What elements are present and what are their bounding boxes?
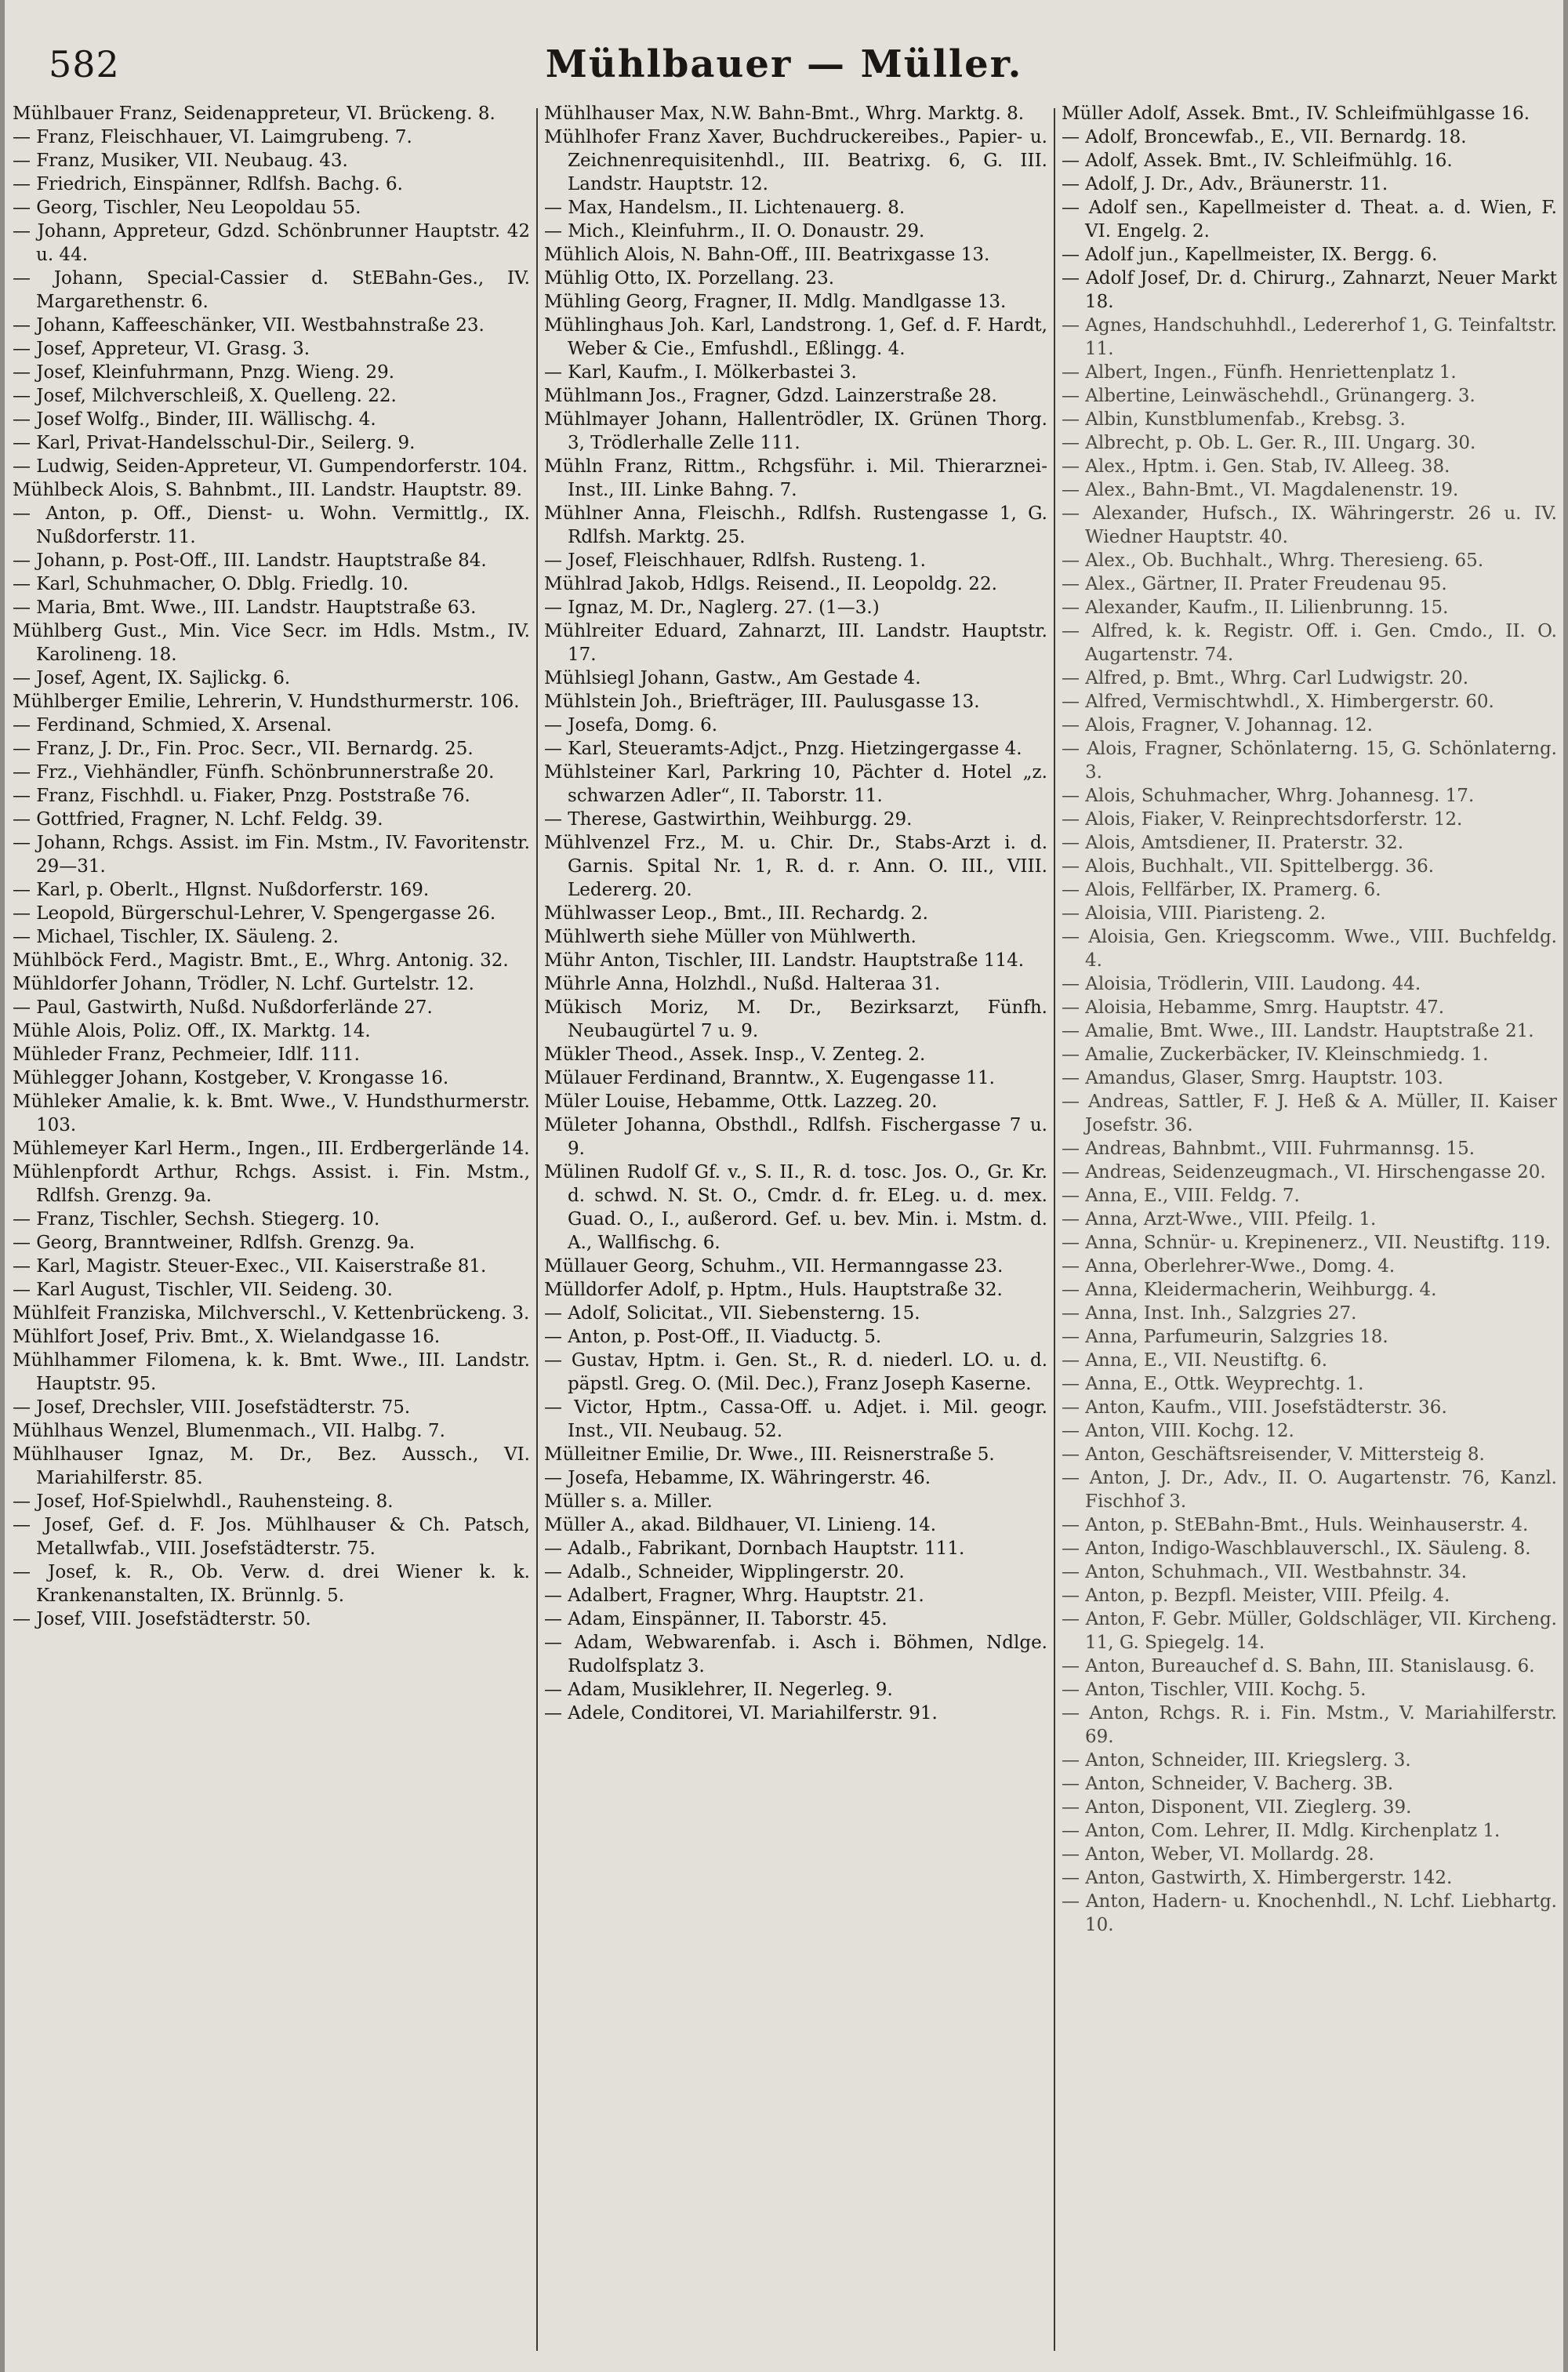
- directory-entry: — Anton, Schneider, V. Bacherg. 3B.: [1062, 1774, 1394, 1794]
- directory-entry: — Anton, Kaufm., VIII. Josefstädterstr. 36.: [1062, 1397, 1447, 1418]
- directory-entry: — Anna, Inst. Inh., Salzgries 27.: [1062, 1303, 1357, 1324]
- directory-entry: Mühleder Franz, Pechmeier, Idlf. 111.: [13, 1044, 360, 1065]
- directory-entry: Mühlhauser Ignaz, M. Dr., Bez. Aussch., VI. Mariahilferstr. 85.: [13, 1444, 530, 1488]
- directory-entry: — Alois, Fragner, V. Johannag. 12.: [1062, 715, 1373, 736]
- directory-entry: — Adolf sen., Kapellmeister d. Theat. a. d. Wien, F. VI. Engelg. 2.: [1062, 198, 1557, 242]
- directory-entry: Mühlwasser Leop., Bmt., III. Rechardg. 2.: [544, 903, 928, 924]
- directory-entry: — Adam, Einspänner, II. Taborstr. 45.: [544, 1609, 887, 1629]
- directory-entry: — Josef, Drechsler, VIII. Josefstädterstr. 75.: [13, 1397, 411, 1418]
- directory-entry: — Aloisia, Trödlerin, VIII. Laudong. 44.: [1062, 974, 1421, 994]
- directory-entry: — Johann, Appreteur, Gdzd. Schönbrunner Hauptstr. 42 u. 44.: [13, 221, 530, 265]
- running-head: Mühlbauer — Müller.: [545, 42, 1023, 86]
- directory-entry: — Anton, Gastwirth, X. Himbergerstr. 142.: [1062, 1868, 1453, 1888]
- directory-entry: — Alfred, p. Bmt., Whrg. Carl Ludwigstr. 20.: [1062, 668, 1469, 688]
- directory-entry: — Johann, p. Post-Off., III. Landstr. Hauptstraße 84.: [13, 550, 487, 571]
- directory-entry: — Adam, Musiklehrer, II. Negerleg. 9.: [544, 1680, 893, 1700]
- directory-entry: Mühln Franz, Rittm., Rchgsführ. i. Mil. Thierarznei-Inst., III. Linke Bahng. 7.: [544, 456, 1047, 500]
- directory-entry: — Adalbert, Fragner, Whrg. Hauptstr. 21.: [544, 1586, 924, 1606]
- directory-entry: — Johann, Special-Cassier d. StEBahn-Ges., IV. Margarethenstr. 6.: [13, 268, 530, 312]
- directory-entry: Mühlsteiner Karl, Parkring 10, Pächter d. Hotel „z. schwarzen Adler“, II. Taborstr. 11.: [544, 762, 1047, 806]
- directory-entry: Mühlner Anna, Fleischh., Rdlfsh. Rustengasse 1, G. Rdlfsh. Marktg. 25.: [544, 503, 1047, 547]
- directory-entry: — Franz, J. Dr., Fin. Proc. Secr., VII. Bernardg. 25.: [13, 739, 474, 759]
- directory-entry: — Karl, p. Oberlt., Hlgnst. Nußdorferstr. 169.: [13, 880, 430, 900]
- directory-entry: Mühlig Otto, IX. Porzellang. 23.: [544, 268, 835, 289]
- directory-entry: — Johann, Kaffeeschänker, VII. Westbahnstraße 23.: [13, 315, 485, 336]
- directory-entry: — Anna, Arzt-Wwe., VIII. Pfeilg. 1.: [1062, 1209, 1377, 1230]
- directory-page: [5, 0, 1563, 2372]
- directory-entry: — Karl, Steueramts-Adjct., Pnzg. Hietzingergasse 4.: [544, 739, 1022, 759]
- directory-entry: — Ferdinand, Schmied, X. Arsenal.: [13, 715, 332, 736]
- directory-entry: Mühlenpfordt Arthur, Rchgs. Assist. i. Fin. Mstm., Rdlfsh. Grenzg. 9a.: [13, 1162, 530, 1206]
- directory-entry: — Anton, F. Gebr. Müller, Goldschläger, VII. Kircheng. 11, G. Spiegelg. 14.: [1062, 1609, 1557, 1653]
- directory-entry: — Anna, Parfumeurin, Salzgries 18.: [1062, 1327, 1388, 1347]
- directory-entry: Müllauer Georg, Schuhm., VII. Hermanngasse 23.: [544, 1256, 1004, 1277]
- directory-entry: Mülauer Ferdinand, Branntw., X. Eugengasse 11.: [544, 1068, 995, 1088]
- directory-entry: Mühr Anton, Tischler, III. Landstr. Hauptstraße 114.: [544, 950, 1025, 971]
- directory-entry: Mülinen Rudolf Gf. v., S. II., R. d. tosc. Jos. O., Gr. Kr. d. schwd. N. St. O., Cmdr. d. fr. ELeg. u. d. mex. Guad. O., I., außerord. Gef. u. bev. Min. i. Mstm. d. A., Wallfischg. 6.: [544, 1162, 1047, 1253]
- directory-entry: — Alfred, Vermischtwhdl., X. Himbergerstr. 60.: [1062, 692, 1494, 712]
- directory-entry: Mühlhaus Wenzel, Blumenmach., VII. Halbg. 7.: [13, 1421, 445, 1441]
- column-divider: [536, 108, 538, 2351]
- directory-entry: — Anton, Indigo-Waschblauverschl., IX. Säuleng. 8.: [1062, 1538, 1531, 1559]
- directory-entry: — Alois, Schuhmacher, Whrg. Johannesg. 17.: [1062, 786, 1475, 806]
- directory-entry: — Franz, Fleischhauer, VI. Laimgrubeng. 7.: [13, 127, 412, 147]
- directory-entry: — Adolf Josef, Dr. d. Chirurg., Zahnarzt, Neuer Markt 18.: [1062, 268, 1557, 312]
- directory-entry: Mühling Georg, Fragner, II. Mdlg. Mandlgasse 13.: [544, 292, 1007, 312]
- directory-entry: — Anton, p. Post-Off., II. Viaductg. 5.: [544, 1327, 882, 1347]
- directory-entry: — Anton, Weber, VI. Mollardg. 28.: [1062, 1844, 1374, 1865]
- directory-entry: — Adam, Webwarenfab. i. Asch i. Böhmen, Ndlge. Rudolfsplatz 3.: [544, 1633, 1047, 1676]
- directory-entry: — Anton, p. Off., Dienst- u. Wohn. Vermittlg., IX. Nußdorferstr. 11.: [13, 503, 530, 547]
- directory-entry: — Adolf jun., Kapellmeister, IX. Bergg. 6.: [1062, 245, 1438, 265]
- directory-entry: — Josefa, Domg. 6.: [544, 715, 718, 736]
- directory-entry: — Anton, Com. Lehrer, II. Mdlg. Kirchenplatz 1.: [1062, 1821, 1501, 1841]
- directory-entry: Müler Louise, Hebamme, Ottk. Lazzeg. 20.: [544, 1092, 938, 1112]
- directory-entry: — Alexander, Hufsch., IX. Währingerstr. 26 u. IV. Wiedner Hauptstr. 40.: [1062, 503, 1557, 547]
- directory-entry: Mületer Johanna, Obsthdl., Rdlfsh. Fischergasse 7 u. 9.: [544, 1115, 1047, 1159]
- directory-entry: — Gustav, Hptm. i. Gen. St., R. d. niederl. LO. u. d. päpstl. Greg. O. (Mil. Dec.), Franz Joseph Kaserne.: [544, 1350, 1047, 1394]
- directory-entry: — Josefa, Hebamme, IX. Währingerstr. 46.: [544, 1468, 931, 1488]
- directory-entry: — Aloisia, Gen. Kriegscomm. Wwe., VIII. Buchfeldg. 4.: [1062, 927, 1557, 971]
- directory-entry: Müller Adolf, Assek. Bmt., IV. Schleifmühlgasse 16.: [1062, 104, 1530, 124]
- directory-entry: Mühlmayer Johann, Hallentrödler, IX. Grünen Thorg. 3, Trödlerhalle Zelle 111.: [544, 409, 1047, 453]
- directory-entry: — Paul, Gastwirth, Nußd. Nußdorferlände 27.: [13, 997, 433, 1018]
- directory-entry: Mühlberger Emilie, Lehrerin, V. Hundsthurmerstr. 106.: [13, 692, 520, 712]
- directory-entry: Mühlberg Gust., Min. Vice Secr. im Hdls. Mstm., IV. Karolineng. 18.: [13, 621, 530, 665]
- directory-entry: Mühldorfer Johann, Trödler, N. Lchf. Gurtelstr. 12.: [13, 974, 474, 994]
- directory-entry: Mühlhauser Max, N.W. Bahn-Bmt., Whrg. Marktg. 8.: [544, 104, 1025, 124]
- directory-entry: — Anna, E., VIII. Feldg. 7.: [1062, 1186, 1300, 1206]
- directory-entry: Mühlbauer Franz, Seidenappreteur, VI. Brückeng. 8.: [13, 104, 495, 124]
- directory-entry: — Anton, Schuhmach., VII. Westbahnstr. 34.: [1062, 1562, 1468, 1582]
- directory-entry: — Albrecht, p. Ob. L. Ger. R., III. Ungarg. 30.: [1062, 433, 1476, 453]
- directory-entry: — Aloisia, Hebamme, Smrg. Hauptstr. 47.: [1062, 997, 1445, 1018]
- directory-entry: — Aloisia, VIII. Piaristeng. 2.: [1062, 903, 1327, 924]
- directory-entry: — Anton, Rchgs. R. i. Fin. Mstm., V. Mariahilferstr. 69.: [1062, 1703, 1557, 1747]
- directory-entry: — Adalb., Fabrikant, Dornbach Hauptstr. 111.: [544, 1538, 965, 1559]
- column-2: [544, 102, 1047, 2360]
- directory-entry: — Alex., Ob. Buchhalt., Whrg. Theresieng. 65.: [1062, 550, 1484, 571]
- directory-entry: Müller s. a. Miller.: [544, 1491, 713, 1512]
- directory-entry: — Anna, E., VII. Neustiftg. 6.: [1062, 1350, 1328, 1371]
- directory-entry: — Anna, Kleidermacherin, Weihburgg. 4.: [1062, 1280, 1437, 1300]
- directory-entry: — Anton, Tischler, VIII. Kochg. 5.: [1062, 1680, 1367, 1700]
- directory-entry: — Alois, Fiaker, V. Reinprechtsdorferstr. 12.: [1062, 809, 1463, 830]
- directory-entry: — Adolf, J. Dr., Adv., Bräunerstr. 11.: [1062, 174, 1388, 194]
- directory-entry: — Andreas, Sattler, F. J. Heß & A. Müller, II. Kaiser Josefstr. 36.: [1062, 1092, 1557, 1135]
- directory-entry: — Alex., Bahn-Bmt., VI. Magdalenenstr. 19.: [1062, 480, 1459, 500]
- directory-entry: — Georg, Branntweiner, Rdlfsh. Grenzg. 9a.: [13, 1233, 416, 1253]
- directory-entry: — Adolf, Solicitat., VII. Siebensterng. 15.: [544, 1303, 920, 1324]
- directory-entry: — Anton, J. Dr., Adv., II. O. Augartenstr. 76, Kanzl. Fischhof 3.: [1062, 1468, 1557, 1512]
- directory-entry: — Karl, Kaufm., I. Mölkerbastei 3.: [544, 362, 857, 383]
- directory-entry: — Karl August, Tischler, VII. Seideng. 30.: [13, 1280, 393, 1300]
- directory-entry: — Anton, p. StEBahn-Bmt., Huls. Weinhauserstr. 4.: [1062, 1515, 1529, 1535]
- directory-entry: — Josef, Fleischhauer, Rdlfsh. Rusteng. 1.: [544, 550, 926, 571]
- directory-entry: Mühlvenzel Frz., M. u. Chir. Dr., Stabs-Arzt i. d. Garnis. Spital Nr. 1, R. d. r. Ann. O. III., VIII. Ledererg. 20.: [544, 833, 1047, 900]
- directory-entry: — Josef, Kleinfuhrmann, Pnzg. Wieng. 29.: [13, 362, 395, 383]
- directory-entry: — Josef, Agent, IX. Sajlickg. 6.: [13, 668, 291, 688]
- directory-entry: — Adalb., Schneider, Wipplingerstr. 20.: [544, 1562, 905, 1582]
- directory-entry: Mülldorfer Adolf, p. Hptm., Huls. Hauptstraße 32.: [544, 1280, 1003, 1300]
- directory-entry: — Alois, Fellfärber, IX. Pramerg. 6.: [1062, 880, 1381, 900]
- directory-entry: — Albert, Ingen., Fünfh. Henriettenplatz 1.: [1062, 362, 1457, 383]
- directory-entry: — Josef, VIII. Josefstädterstr. 50.: [13, 1609, 311, 1629]
- column-3: [1062, 102, 1557, 2360]
- directory-entry: — Alois, Amtsdiener, II. Praterstr. 32.: [1062, 833, 1404, 853]
- directory-entry: — Alfred, k. k. Registr. Off. i. Gen. Cmdo., II. O. Augartenstr. 74.: [1062, 621, 1557, 665]
- directory-entry: Mükisch Moriz, M. Dr., Bezirksarzt, Fünfh. Neubaugürtel 7 u. 9.: [544, 997, 1047, 1041]
- directory-entry: — Anton, p. Bezpfl. Meister, VIII. Pfeilg. 4.: [1062, 1586, 1450, 1606]
- directory-entry: Mükler Theod., Assek. Insp., V. Zenteg. 2.: [544, 1044, 926, 1065]
- directory-entry: — Karl, Privat-Handelsschul-Dir., Seilerg. 9.: [13, 433, 416, 453]
- directory-entry: — Karl, Magistr. Steuer-Exec., VII. Kaiserstraße 81.: [13, 1256, 487, 1277]
- directory-entry: — Michael, Tischler, IX. Säuleng. 2.: [13, 927, 339, 947]
- directory-entry: Mühlfort Josef, Priv. Bmt., X. Wielandgasse 16.: [13, 1327, 441, 1347]
- directory-entry: — Anton, Disponent, VII. Zieglerg. 39.: [1062, 1797, 1412, 1818]
- directory-entry: — Anna, Oberlehrer-Wwe., Domg. 4.: [1062, 1256, 1396, 1277]
- directory-entry: Mühlsiegl Johann, Gastw., Am Gestade 4.: [544, 668, 921, 688]
- directory-columns: [5, 102, 1563, 2360]
- directory-entry: — Josef, Appreteur, VI. Grasg. 3.: [13, 339, 310, 359]
- directory-entry: — Adolf, Broncewfab., E., VII. Bernardg. 18.: [1062, 127, 1467, 147]
- directory-entry: — Victor, Hptm., Cassa-Off. u. Adjet. i. Mil. geogr. Inst., VII. Neubaug. 52.: [544, 1397, 1047, 1441]
- directory-entry: — Anton, Geschäftsreisender, V. Mittersteig 8.: [1062, 1444, 1485, 1465]
- directory-entry: Mührle Anna, Holzhdl., Nußd. Halteraa 31.: [544, 974, 941, 994]
- column-divider: [1054, 108, 1055, 2351]
- directory-entry: — Adele, Conditorei, VI. Mariahilferstr. 91.: [544, 1703, 938, 1724]
- directory-entry: Müller A., akad. Bildhauer, VI. Linieng. 14.: [544, 1515, 937, 1535]
- directory-entry: — Josef Wolfg., Binder, III. Wällischg. 4.: [13, 409, 376, 430]
- directory-entry: — Therese, Gastwirthin, Weihburgg. 29.: [544, 809, 913, 830]
- page-number: 582: [49, 43, 120, 85]
- directory-entry: — Anton, VIII. Kochg. 12.: [1062, 1421, 1294, 1441]
- directory-entry: — Anton, Schneider, III. Kriegslerg. 3.: [1062, 1750, 1411, 1771]
- directory-entry: — Amalie, Bmt. Wwe., III. Landstr. Hauptstraße 21.: [1062, 1021, 1534, 1041]
- directory-entry: Mühlmann Jos., Fragner, Gdzd. Lainzerstraße 28.: [544, 386, 997, 406]
- directory-entry: Mühlegger Johann, Kostgeber, V. Krongasse 16.: [13, 1068, 449, 1088]
- directory-entry: — Ludwig, Seiden-Appreteur, VI. Gumpendorferstr. 104.: [13, 456, 528, 477]
- directory-entry: — Anna, Schnür- u. Krepinenerz., VII. Neustiftg. 119.: [1062, 1233, 1551, 1253]
- directory-entry: — Ignaz, M. Dr., Naglerg. 27. (1—3.): [544, 598, 880, 618]
- directory-entry: — Amalie, Zuckerbäcker, IV. Kleinschmiedg. 1.: [1062, 1044, 1489, 1065]
- directory-entry: — Franz, Musiker, VII. Neubaug. 43.: [13, 151, 348, 171]
- directory-entry: Mühlwerth siehe Müller von Mühlwerth.: [544, 927, 916, 947]
- directory-entry: — Johann, Rchgs. Assist. im Fin. Mstm., IV. Favoritenstr. 29—31.: [13, 833, 530, 877]
- directory-entry: — Maria, Bmt. Wwe., III. Landstr. Hauptstraße 63.: [13, 598, 477, 618]
- directory-entry: Mühlinghaus Joh. Karl, Landstrong. 1, Gef. d. F. Hardt, Weber & Cie., Emfushdl., Eßlingg. 4.: [544, 315, 1047, 359]
- directory-entry: — Leopold, Bürgerschul-Lehrer, V. Spengergasse 26.: [13, 903, 496, 924]
- directory-entry: — Max, Handelsm., II. Lichtenauerg. 8.: [544, 198, 906, 218]
- directory-entry: — Anna, E., Ottk. Weyprechtg. 1.: [1062, 1374, 1364, 1394]
- directory-entry: Mühlbeck Alois, S. Bahnbmt., III. Landstr. Hauptstr. 89.: [13, 480, 522, 500]
- directory-entry: — Karl, Schuhmacher, O. Dblg. Friedlg. 10.: [13, 574, 409, 594]
- directory-entry: — Anton, Bureauchef d. S. Bahn, III. Stanislausg. 6.: [1062, 1656, 1535, 1676]
- directory-entry: — Adolf, Assek. Bmt., IV. Schleifmühlg. 16.: [1062, 151, 1453, 171]
- directory-entry: Mühlrad Jakob, Hdlgs. Reisend., II. Leopoldg. 22.: [544, 574, 997, 594]
- directory-entry: — Josef, Gef. d. F. Jos. Mühlhauser & Ch. Patsch, Metallwfab., VIII. Josefstädterstr. 75.: [13, 1515, 530, 1559]
- directory-entry: Mühlböck Ferd., Magistr. Bmt., E., Whrg. Antonig. 32.: [13, 950, 509, 971]
- directory-entry: — Josef, Hof-Spielwhdl., Rauhensteing. 8.: [13, 1491, 394, 1512]
- directory-entry: — Georg, Tischler, Neu Leopoldau 55.: [13, 198, 361, 218]
- directory-entry: — Alexander, Kaufm., II. Lilienbrunng. 15.: [1062, 598, 1449, 618]
- directory-entry: — Alois, Buchhalt., VII. Spittelbergg. 36.: [1062, 856, 1435, 877]
- page-header: [5, 41, 1563, 88]
- directory-entry: Mühlich Alois, N. Bahn-Off., III. Beatrixgasse 13.: [544, 245, 990, 265]
- directory-entry: Mühlstein Joh., Briefträger, III. Paulusgasse 13.: [544, 692, 980, 712]
- directory-entry: — Gottfried, Fragner, N. Lchf. Feldg. 39.: [13, 809, 383, 830]
- directory-entry: — Andreas, Bahnbmt., VIII. Fuhrmannsg. 15.: [1062, 1139, 1475, 1159]
- directory-entry: — Andreas, Seidenzeugmach., VI. Hirschengasse 20.: [1062, 1162, 1546, 1182]
- directory-entry: Mühlemeyer Karl Herm., Ingen., III. Erdbergerlände 14.: [13, 1139, 530, 1159]
- directory-entry: — Friedrich, Einspänner, Rdlfsh. Bachg. 6.: [13, 174, 403, 194]
- directory-entry: — Agnes, Handschuhhdl., Ledererhof 1, G. Teinfaltstr. 11.: [1062, 315, 1557, 359]
- directory-entry: Mülleitner Emilie, Dr. Wwe., III. Reisnerstraße 5.: [544, 1444, 995, 1465]
- directory-entry: — Alex., Gärtner, II. Prater Freudenau 95.: [1062, 574, 1447, 594]
- directory-entry: — Albertine, Leinwäschehdl., Grünangerg. 3.: [1062, 386, 1475, 406]
- directory-entry: Mühlfeit Franziska, Milchverschl., V. Kettenbrückeng. 3.: [13, 1303, 530, 1324]
- directory-entry: — Amandus, Glaser, Smrg. Hauptstr. 103.: [1062, 1068, 1443, 1088]
- directory-entry: Mühle Alois, Poliz. Off., IX. Marktg. 14.: [13, 1021, 371, 1041]
- directory-entry: — Josef, k. R., Ob. Verw. d. drei Wiener k. k. Krankenanstalten, IX. Brünnlg. 5.: [13, 1562, 530, 1606]
- column-1: [13, 102, 530, 2360]
- directory-entry: Mühlhofer Franz Xaver, Buchdruckereibes., Papier- u. Zeichnenrequisitenhdl., III. Beatrixg. 6, G. III. Landstr. Hauptstr. 12.: [544, 127, 1047, 194]
- directory-entry: — Frz., Viehhändler, Fünfh. Schönbrunnerstraße 20.: [13, 762, 495, 783]
- directory-entry: Mühleker Amalie, k. k. Bmt. Wwe., V. Hundsthurmerstr. 103.: [13, 1092, 530, 1135]
- directory-entry: — Anton, Hadern- u. Knochenhdl., N. Lchf. Liebhartg. 10.: [1062, 1891, 1557, 1935]
- directory-entry: — Josef, Milchverschleiß, X. Quelleng. 22.: [13, 386, 397, 406]
- directory-entry: — Franz, Fischhdl. u. Fiaker, Pnzg. Poststraße 76.: [13, 786, 470, 806]
- directory-entry: — Alois, Fragner, Schönlaterng. 15, G. Schönlaterng. 3.: [1062, 739, 1557, 783]
- directory-entry: — Albin, Kunstblumenfab., Krebsg. 3.: [1062, 409, 1406, 430]
- directory-entry: — Alex., Hptm. i. Gen. Stab, IV. Alleeg. 38.: [1062, 456, 1450, 477]
- directory-entry: — Franz, Tischler, Sechsh. Stiegerg. 10.: [13, 1209, 380, 1230]
- directory-entry: Mühlhammer Filomena, k. k. Bmt. Wwe., III. Landstr. Hauptstr. 95.: [13, 1350, 530, 1394]
- directory-entry: Mühlreiter Eduard, Zahnarzt, III. Landstr. Hauptstr. 17.: [544, 621, 1047, 665]
- directory-entry: — Mich., Kleinfuhrm., II. O. Donaustr. 29.: [544, 221, 925, 242]
